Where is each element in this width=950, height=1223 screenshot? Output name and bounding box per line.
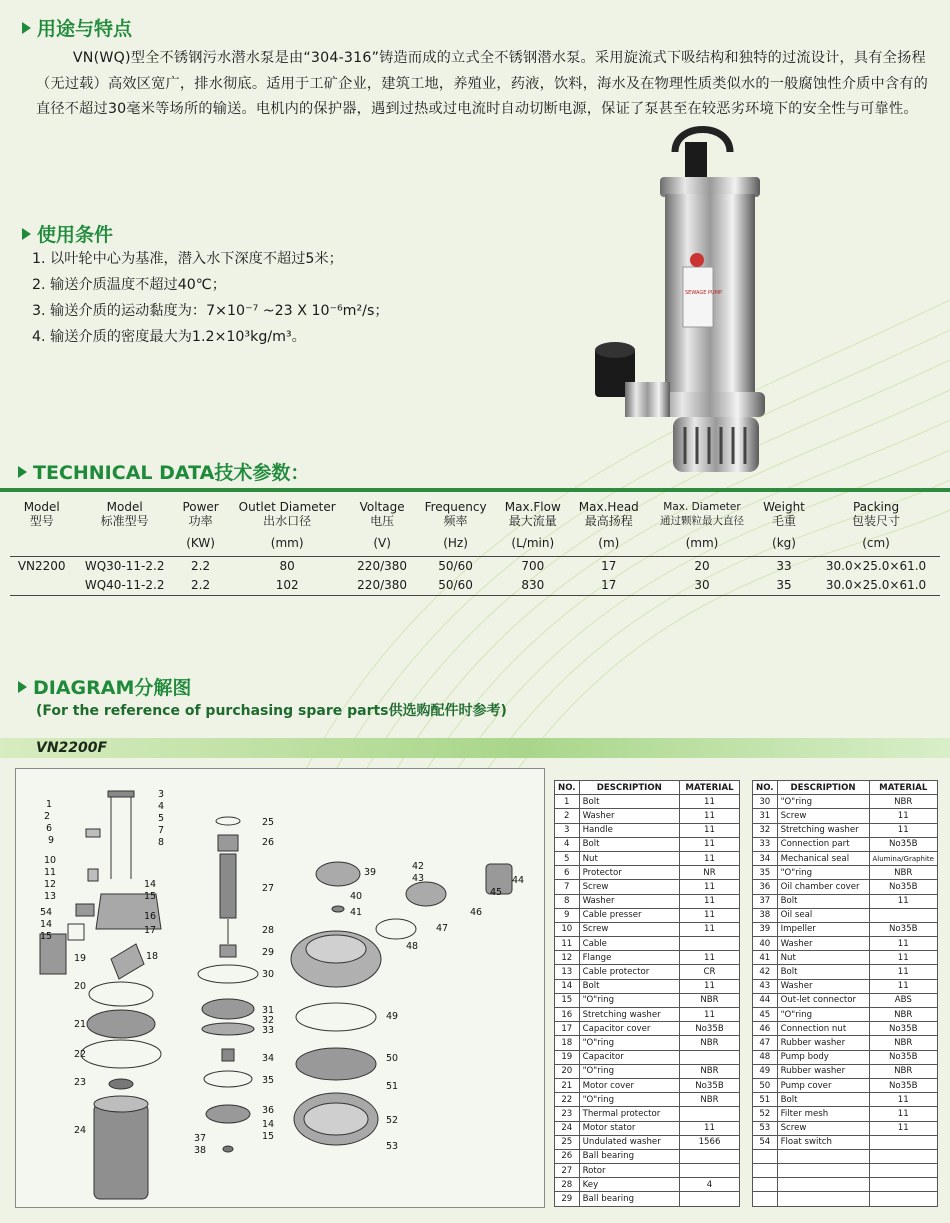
table-row: 5 Nut 11 — [555, 851, 740, 865]
header-cell: Max.Flow 最大流量 — [504, 500, 561, 528]
diagram-callout: 15 — [40, 931, 53, 942]
table-row: 36 Oil chamber cover No35B — [753, 880, 938, 894]
table-row: 9 Cable presser 11 — [555, 908, 740, 922]
table-row — [753, 1192, 938, 1206]
diagram-callout: 38 — [194, 1145, 207, 1156]
header-cell: Max.Head 最高扬程 — [578, 500, 639, 528]
diagram-callout: 49 — [386, 1011, 399, 1022]
diagram-callout: 32 — [262, 1015, 275, 1026]
diagram-model-label: VN2200F — [36, 740, 108, 756]
table-row: 44 Out-let connector ABS — [753, 993, 938, 1007]
diagram-callout: 9 — [48, 835, 55, 846]
diagram-callout: 14 — [262, 1119, 275, 1130]
diagram-callout: 13 — [44, 891, 57, 902]
diagram-callout: 3 — [158, 789, 165, 800]
header-cell: Outlet Diameter 出水口径 — [238, 500, 336, 528]
header-cell: Weight 毛重 — [763, 500, 805, 528]
exploded-parts-diagram — [15, 768, 545, 1208]
table-row: 1 Bolt 11 — [555, 795, 740, 809]
tech-header-row — [10, 498, 940, 530]
table-row: 52 Filter mesh 11 — [753, 1107, 938, 1121]
diagram-drawing — [16, 769, 546, 1209]
diagram-callout: 4 — [158, 801, 165, 812]
table-row: 39 Impeller No35B — [753, 922, 938, 936]
table-row: 24 Motor stator 11 — [555, 1121, 740, 1135]
diagram-callout: 54 — [40, 907, 53, 918]
table-row: 14 Bolt 11 — [555, 979, 740, 993]
diagram-callout: 27 — [262, 883, 275, 894]
condition-item: 3. 输送介质的运动黏度为：7×10⁻⁷ ~23 X 10⁻⁶m²/s； — [32, 303, 389, 319]
table-row: 37 Bolt 11 — [753, 894, 938, 908]
table-row: 45 "O"ring NBR — [753, 1008, 938, 1022]
diagram-callout: 11 — [44, 867, 57, 878]
table-row: 48 Pump body No35B — [753, 1050, 938, 1064]
diagram-callout: 42 — [412, 861, 425, 872]
diagram-callout: 34 — [262, 1053, 275, 1064]
table-row: 18 "O"ring NBR — [555, 1036, 740, 1050]
table-row: 19 Capacitor — [555, 1050, 740, 1064]
diagram-callout: 14 — [40, 919, 53, 930]
tech-section-title: TECHNICAL DATA技术参数： — [18, 458, 309, 485]
diagram-callout: 39 — [364, 867, 377, 878]
diagram-callout: 30 — [262, 969, 275, 980]
diagram-callout: 40 — [350, 891, 363, 902]
header-cell: Model 型号 — [23, 500, 60, 528]
table-row: 42 Bolt 11 — [753, 965, 938, 979]
condition-item: 4. 输送介质的密度最大为1.2×10³kg/m³。 — [32, 329, 306, 345]
table-row: 21 Motor cover No35B — [555, 1078, 740, 1092]
table-row: 34 Mechanical seal Alumina/Graphite — [753, 851, 938, 865]
diagram-callout: 51 — [386, 1081, 399, 1092]
table-row: 4 Bolt 11 — [555, 837, 740, 851]
diagram-callout: 6 — [46, 823, 53, 834]
table-row: 8 Washer 11 — [555, 894, 740, 908]
table-row: 31 Screw 11 — [753, 809, 938, 823]
diagram-callout: 8 — [158, 837, 165, 848]
table-row: 43 Washer 11 — [753, 979, 938, 993]
diagram-callout: 7 — [158, 825, 165, 836]
diagram-callout: 26 — [262, 837, 275, 848]
diagram-callout: 37 — [194, 1133, 207, 1144]
header-cell: Power 功率 — [182, 500, 219, 528]
header-cell: Max. Diameter 通过颗粒最大直径 — [659, 501, 744, 527]
diagram-callout: 14 — [144, 879, 157, 890]
diagram-callout: 41 — [350, 907, 363, 918]
table-row: 23 Thermal protector — [555, 1107, 740, 1121]
diagram-callout: 2 — [44, 811, 51, 822]
condition-item: 1. 以叶轮中心为基准，潜入水下深度不超过5米； — [32, 251, 343, 267]
diagram-callout: 16 — [144, 911, 157, 922]
table-row: 41 Nut 11 — [753, 951, 938, 965]
diagram-callout: 22 — [74, 1049, 87, 1060]
table-row: 53 Screw 11 — [753, 1121, 938, 1135]
table-row: 13 Cable protector CR — [555, 965, 740, 979]
diagram-callout: 45 — [490, 887, 503, 898]
table-row: 20 "O"ring NBR — [555, 1064, 740, 1078]
table-row: 32 Stretching washer 11 — [753, 823, 938, 837]
pump-product-photo — [585, 122, 785, 482]
diagram-callout: 17 — [144, 925, 157, 936]
units-row: (KW) (mm) (V) (Hz) (L/min) (m) (mm) (kg) (cm) — [10, 530, 940, 557]
diagram-callout: 53 — [386, 1141, 399, 1152]
table-row: WQ40-11-2.2 2.2 102 220/380 50/60 830 17 30 35 30.0×25.0×61.0 — [10, 576, 940, 596]
table-row: 25 Undulated washer 1566 — [555, 1135, 740, 1149]
diagram-callout: 15 — [144, 891, 157, 902]
diagram-callout: 33 — [262, 1025, 275, 1036]
diagram-callout: 1 — [46, 799, 53, 810]
condition-item: 2. 输送介质温度不超过40℃； — [32, 277, 226, 293]
table-row: 15 "O"ring NBR — [555, 993, 740, 1007]
arrow-icon — [18, 681, 27, 693]
diagram-callout: 25 — [262, 817, 275, 828]
diagram-callout: 29 — [262, 947, 275, 958]
technical-data-table — [10, 498, 940, 596]
table-row: 51 Bolt 11 — [753, 1093, 938, 1107]
table-row — [753, 1164, 938, 1178]
table-row: 17 Capacitor cover No35B — [555, 1022, 740, 1036]
parts-table-right: NO. DESCRIPTION MATERIAL 30 "O"ring NBR 31 Screw 11 32 Stretching washer 11 33 Connection part No35B 34 Mechanical seal Alumina/Graphite 35 "O"ring NBR 36 Oil chamber cover No35B 37 Bolt 11 38 Oil seal 39 Impeller No35B 40 Washer 11 41 Nut 11 42 Bolt 11 43 Washer 11 44 Out-let connector ABS 45 "O"ring NBR 46 Connection nut No35B 47 Rubber washer NBR 48 Pump body No35B 49 Rubber washer NBR 50 Pump cover No35B 51 Bolt 11 52 Filter mesh 11 53 Screw 11 54 Float switch — [752, 780, 938, 1207]
table-row: 50 Pump cover No35B — [753, 1078, 938, 1092]
arrow-icon — [18, 466, 27, 478]
diagram-callout: 12 — [44, 879, 57, 890]
table-row: 26 Ball bearing — [555, 1149, 740, 1163]
table-row: 7 Screw 11 — [555, 880, 740, 894]
table-row: 2 Washer 11 — [555, 809, 740, 823]
diagram-callout: 44 — [512, 875, 525, 886]
tech-divider — [0, 488, 950, 492]
header-cell: Packing 包装尺寸 — [852, 500, 901, 528]
diagram-model-bar — [0, 738, 950, 758]
diagram-callout: 21 — [74, 1019, 87, 1030]
table-row: 47 Rubber washer NBR — [753, 1036, 938, 1050]
diagram-callout: 50 — [386, 1053, 399, 1064]
table-row: 3 Handle 11 — [555, 823, 740, 837]
conditions-list — [32, 246, 389, 350]
table-row: VN2200 WQ30-11-2.2 2.2 80 220/380 50/60 700 17 20 33 30.0×25.0×61.0 — [17, 559, 927, 573]
arrow-icon — [22, 228, 31, 240]
table-row: 10 Screw 11 — [555, 922, 740, 936]
table-row: 30 "O"ring NBR — [753, 795, 938, 809]
diagram-callout: 31 — [262, 1005, 275, 1016]
diagram-callout: 36 — [262, 1105, 275, 1116]
diagram-callout: 18 — [146, 951, 159, 962]
header-cell: Voltage 电压 — [359, 500, 405, 528]
diagram-callout: 43 — [412, 873, 425, 884]
table-row: 54 Float switch — [753, 1135, 938, 1149]
table-row: 38 Oil seal — [753, 908, 938, 922]
header-cell: Model 标准型号 — [100, 500, 149, 528]
diagram-callout: 28 — [262, 925, 275, 936]
table-row: 35 "O"ring NBR — [753, 866, 938, 880]
diagram-callout: 10 — [44, 855, 57, 866]
diagram-callout: 35 — [262, 1075, 275, 1086]
table-row: 11 Cable — [555, 937, 740, 951]
table-row: 29 Ball bearing — [555, 1192, 740, 1206]
conditions-section-title: 使用条件 — [22, 220, 113, 247]
usage-section-title: 用途与特点 — [22, 14, 132, 41]
diagram-callout: 23 — [74, 1077, 87, 1088]
table-row: 12 Flange 11 — [555, 951, 740, 965]
diagram-callout: 15 — [262, 1131, 275, 1142]
arrow-icon — [22, 22, 31, 34]
pump-label: SEWAGE PUMP — [685, 290, 722, 296]
table-row: 28 Key 4 — [555, 1178, 740, 1192]
table-row: 49 Rubber washer NBR — [753, 1064, 938, 1078]
diagram-callout: 48 — [406, 941, 419, 952]
table-row: 27 Rotor — [555, 1164, 740, 1178]
table-row: 22 "O"ring NBR — [555, 1093, 740, 1107]
table-row — [753, 1149, 938, 1163]
intro-paragraph: VN(WQ)型全不锈钢污水潜水泵是由“304-316”铸造而成的立式全不锈钢潜水泵。采用旋流式下吸结构和独特的过流设计，具有全扬程（无过载）高效区宽广，排水彻底。适用于工矿企业，建筑工地，养殖业，药液，饮料，海水及在物理性质类似水的一般腐蚀性介质中含有的直径不超过30毫米等场所的输送。电机内的保护器，遇到过热或过电流时自动切断电源，保证了泵甚至在较恶劣环境下的安全性与可靠性。 — [36, 50, 929, 117]
diagram-subtitle: (For the reference of purchasing spare parts供选购配件时参考) — [36, 703, 507, 719]
table-row: 33 Connection part No35B — [753, 837, 938, 851]
table-row — [753, 1178, 938, 1192]
header-cell: Frequency 频率 — [424, 500, 487, 528]
table-row: 16 Stretching washer 11 — [555, 1008, 740, 1022]
table-row: 40 Washer 11 — [753, 937, 938, 951]
table-row: 46 Connection nut No35B — [753, 1022, 938, 1036]
diagram-callout: 52 — [386, 1115, 399, 1126]
table-row: 6 Protector NR — [555, 866, 740, 880]
diagram-callout: 46 — [470, 907, 483, 918]
parts-table-left: NO. DESCRIPTION MATERIAL 1 Bolt 11 2 Washer 11 3 Handle 11 4 Bolt 11 5 Nut 11 6 Protector NR 7 Screw 11 8 Washer 11 9 Cable presser 11 10 Screw 11 11 Cable 12 Flange 11 13 Cable protector CR 14 Bolt 11 15 "O"ring NBR 16 Stretching washer 11 17 Capacitor cover No35B 18 "O"ring NBR 19 Capacitor 20 "O"ring NBR 21 Motor cover No35B 22 "O"ring NBR 23 Thermal protector 24 Motor stator 11 25 Undulated washer 1566 26 Ball bearing 27 Rotor 28 Key 4 29 Ball bearing — [554, 780, 740, 1207]
diagram-callout: 19 — [74, 953, 87, 964]
diagram-callout: 47 — [436, 923, 449, 934]
diagram-section-title: DIAGRAM分解图 — [18, 673, 191, 700]
diagram-callout: 5 — [158, 813, 165, 824]
diagram-callout: 24 — [74, 1125, 87, 1136]
diagram-callout: 20 — [74, 981, 87, 992]
